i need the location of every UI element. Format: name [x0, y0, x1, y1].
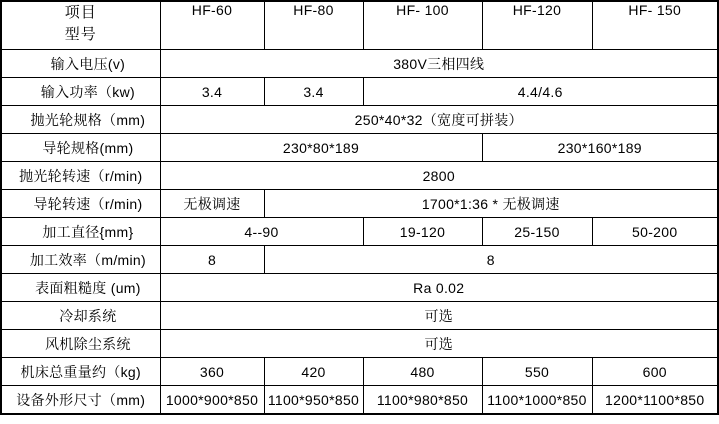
spec-value: Ra 0.02 [160, 274, 718, 302]
spec-value: 1100*1000*850 [482, 386, 592, 415]
spec-value: 1000*900*850 [160, 386, 264, 415]
corner-cell [1, 1, 160, 50]
spec-row-label: 冷却系统 [1, 302, 160, 330]
spec-row-label: 输入电压(v) [1, 50, 160, 78]
spec-row [1, 302, 718, 330]
spec-row-label: 设备外形尺寸（mm) [1, 386, 160, 415]
corner-label-item: 项目 [64, 4, 97, 21]
spec-row [1, 50, 718, 78]
spec-value: 1100*980*850 [363, 386, 482, 415]
spec-row [1, 218, 718, 246]
spec-value: 2800 [160, 162, 718, 190]
spec-row [1, 386, 718, 415]
spec-row [1, 190, 718, 218]
spec-value: 230*160*189 [482, 134, 718, 162]
spec-value: 420 [264, 358, 363, 386]
corner-label-model: 型号 [64, 26, 97, 43]
spec-value: 1200*1100*850 [592, 386, 718, 415]
model-header-hf60: HF-60 [160, 1, 264, 50]
spec-value: 360 [160, 358, 264, 386]
spec-row [1, 330, 718, 358]
spec-value: 8 [264, 246, 718, 274]
spec-row-label: 抛光轮规格（mm) [1, 106, 160, 134]
spec-value: 19-120 [363, 218, 482, 246]
header-row [1, 1, 718, 50]
model-header-hf80: HF-80 [264, 1, 363, 50]
spec-value: 380V三相四线 [160, 50, 718, 78]
spec-row-label: 导轮规格(mm) [1, 134, 160, 162]
spec-row-label: 加工效率（m/min) [1, 246, 160, 274]
spec-value: 无极调速 [160, 190, 264, 218]
spec-value: 4.4/4.6 [363, 78, 718, 106]
spec-value: 600 [592, 358, 718, 386]
spec-value: 50-200 [592, 218, 718, 246]
spec-row [1, 106, 718, 134]
spec-value: 可选 [160, 330, 718, 358]
spec-row-label: 导轮转速（r/min) [1, 190, 160, 218]
spec-row-label: 机床总重量约（kg) [1, 358, 160, 386]
spec-value: 250*40*32（宽度可拼装） [160, 106, 718, 134]
spec-row-label: 风机除尘系统 [1, 330, 160, 358]
spec-row [1, 134, 718, 162]
spec-row-label: 输入功率（kw) [1, 78, 160, 106]
spec-value: 8 [160, 246, 264, 274]
spec-value: 可选 [160, 302, 718, 330]
spec-value: 230*80*189 [160, 134, 482, 162]
spec-value: 25-150 [482, 218, 592, 246]
spec-value: 550 [482, 358, 592, 386]
spec-table-body [1, 50, 718, 415]
spec-row [1, 162, 718, 190]
spec-value: 1100*950*850 [264, 386, 363, 415]
model-header-hf150: HF- 150 [592, 1, 718, 50]
spec-row [1, 78, 718, 106]
model-header-hf120: HF-120 [482, 1, 592, 50]
spec-row [1, 358, 718, 386]
spec-value: 3.4 [160, 78, 264, 106]
spec-row-label: 加工直径{mm} [1, 218, 160, 246]
spec-row [1, 246, 718, 274]
spec-value: 480 [363, 358, 482, 386]
spec-row [1, 274, 718, 302]
spec-value: 3.4 [264, 78, 363, 106]
spec-row-label: 表面粗糙度 (um) [1, 274, 160, 302]
spec-row-label: 抛光轮转速（r/min) [1, 162, 160, 190]
spec-value: 4--90 [160, 218, 363, 246]
spec-value: 1700*1:36 * 无极调速 [264, 190, 718, 218]
model-header-hf100: HF- 100 [363, 1, 482, 50]
